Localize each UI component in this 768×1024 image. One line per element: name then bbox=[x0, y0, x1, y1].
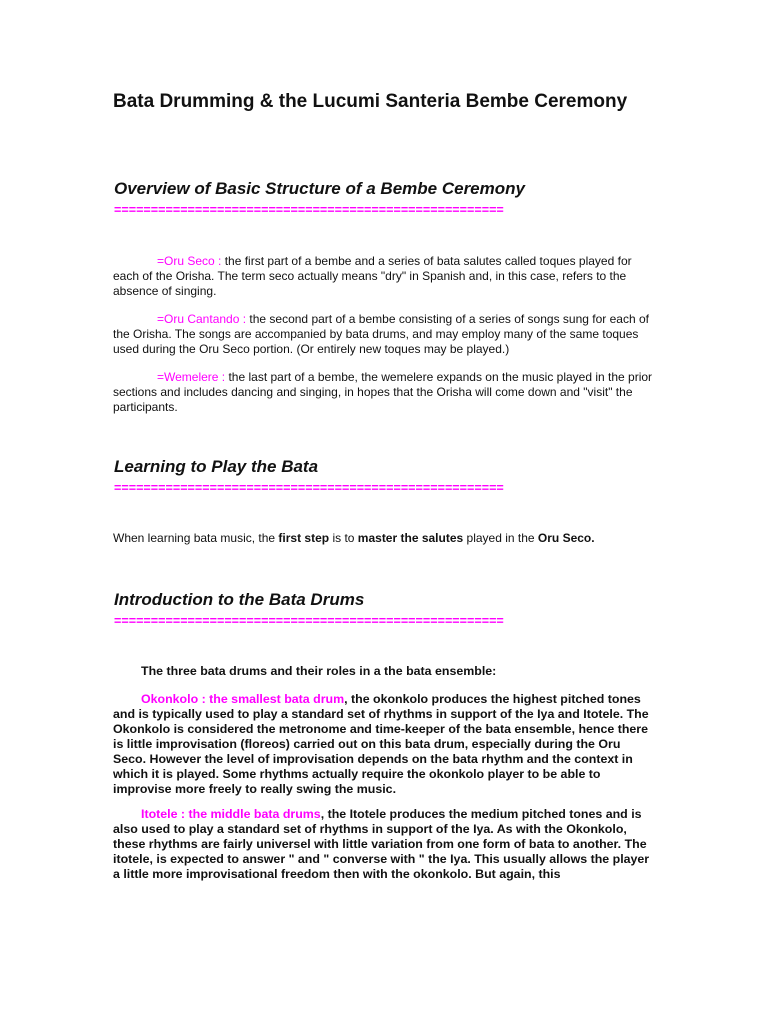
section-heading-learning: Learning to Play the Bata bbox=[114, 457, 319, 476]
document-title: Bata Drumming & the Lucumi Santeria Bembe Ceremony bbox=[113, 91, 628, 112]
overview-item-oru-cantando bbox=[113, 312, 653, 357]
term-itotele: Itotele : the middle bata drums bbox=[141, 807, 321, 821]
intro-lead bbox=[113, 664, 653, 679]
rule-text: ===================================================== bbox=[114, 203, 504, 217]
term-oru-seco: =Oru Seco : bbox=[157, 254, 222, 268]
learning-emphasis-3: Oru Seco. bbox=[537, 531, 595, 545]
overview-item-oru-seco bbox=[113, 254, 653, 299]
rule-text: ===================================================== bbox=[114, 481, 504, 495]
overview-item-wemelere bbox=[113, 370, 653, 415]
section-heading-intro: Introduction to the Bata Drums bbox=[114, 590, 365, 609]
section-rule bbox=[114, 613, 654, 629]
learning-text-1: When learning bata music, the bbox=[113, 531, 279, 545]
term-wemelere: =Wemelere : bbox=[157, 370, 226, 384]
desc-oru-cantando: the second part of a bembe consisting of a series of songs sung for each of the Orisha. The songs are accompanied by bata drums, and may employ many of the same toques used during the Oru Seco portion. (Or entirely new toques may be played.) bbox=[113, 312, 649, 356]
rule-text: ===================================================== bbox=[114, 614, 504, 628]
section-rule bbox=[114, 202, 654, 218]
desc-oru-seco: the first part of a bembe and a series of bata salutes called toques played for each of the Orisha. The term seco actually means "dry" in Spanish and, in this case, refers to the absence of singing. bbox=[113, 254, 632, 298]
intro-okonkolo bbox=[113, 692, 653, 797]
learning-paragraph bbox=[113, 531, 653, 546]
intro-itotele bbox=[113, 807, 653, 882]
desc-wemelere: the last part of a bembe, the wemelere expands on the music played in the prior sections and includes dancing and singing, in hopes that the Orisha will come down and "visit" the participants. bbox=[113, 370, 653, 414]
intro-lead-text: The three bata drums and their roles in a the bata ensemble: bbox=[141, 664, 497, 678]
term-oru-cantando: =Oru Cantando : bbox=[157, 312, 247, 326]
learning-text-3: played in the bbox=[463, 531, 538, 545]
learning-text-2: is to bbox=[329, 531, 358, 545]
desc-okonkolo: , the okonkolo produces the highest pitched tones and is typically used to play a standard set of rhythms in support of the Iya and Itotele. The Okonkolo is considered the metronome and time-keeper of the bata ensemble, hence there is little improvisation (floreos) carried out on this bata drum, especially during the Oru Seco. However the level of improvisation depends on the bata rhythm and the context in which it is played. Some rhythms actually require the okonkolo player to be able to improvise more freely to really swing the music. bbox=[113, 692, 649, 796]
section-rule bbox=[114, 480, 654, 496]
learning-emphasis-1: first step bbox=[278, 531, 330, 545]
section-heading-overview: Overview of Basic Structure of a Bembe Ceremony bbox=[114, 179, 525, 198]
learning-emphasis-2: master the salutes bbox=[357, 531, 464, 545]
desc-itotele: , the Itotele produces the medium pitched tones and is also used to play a standard set of rhythms in support of the Iya. As with the Okonkolo, these rhythms are fairly universel with little variation from one form of bata to another. The itotele, is expected to answer " and " converse with " the Iya. This usually allows the player a little more improvisational freedom then with the okonkolo. But again, this bbox=[113, 807, 650, 881]
term-okonkolo: Okonkolo : the smallest bata drum bbox=[141, 692, 345, 706]
